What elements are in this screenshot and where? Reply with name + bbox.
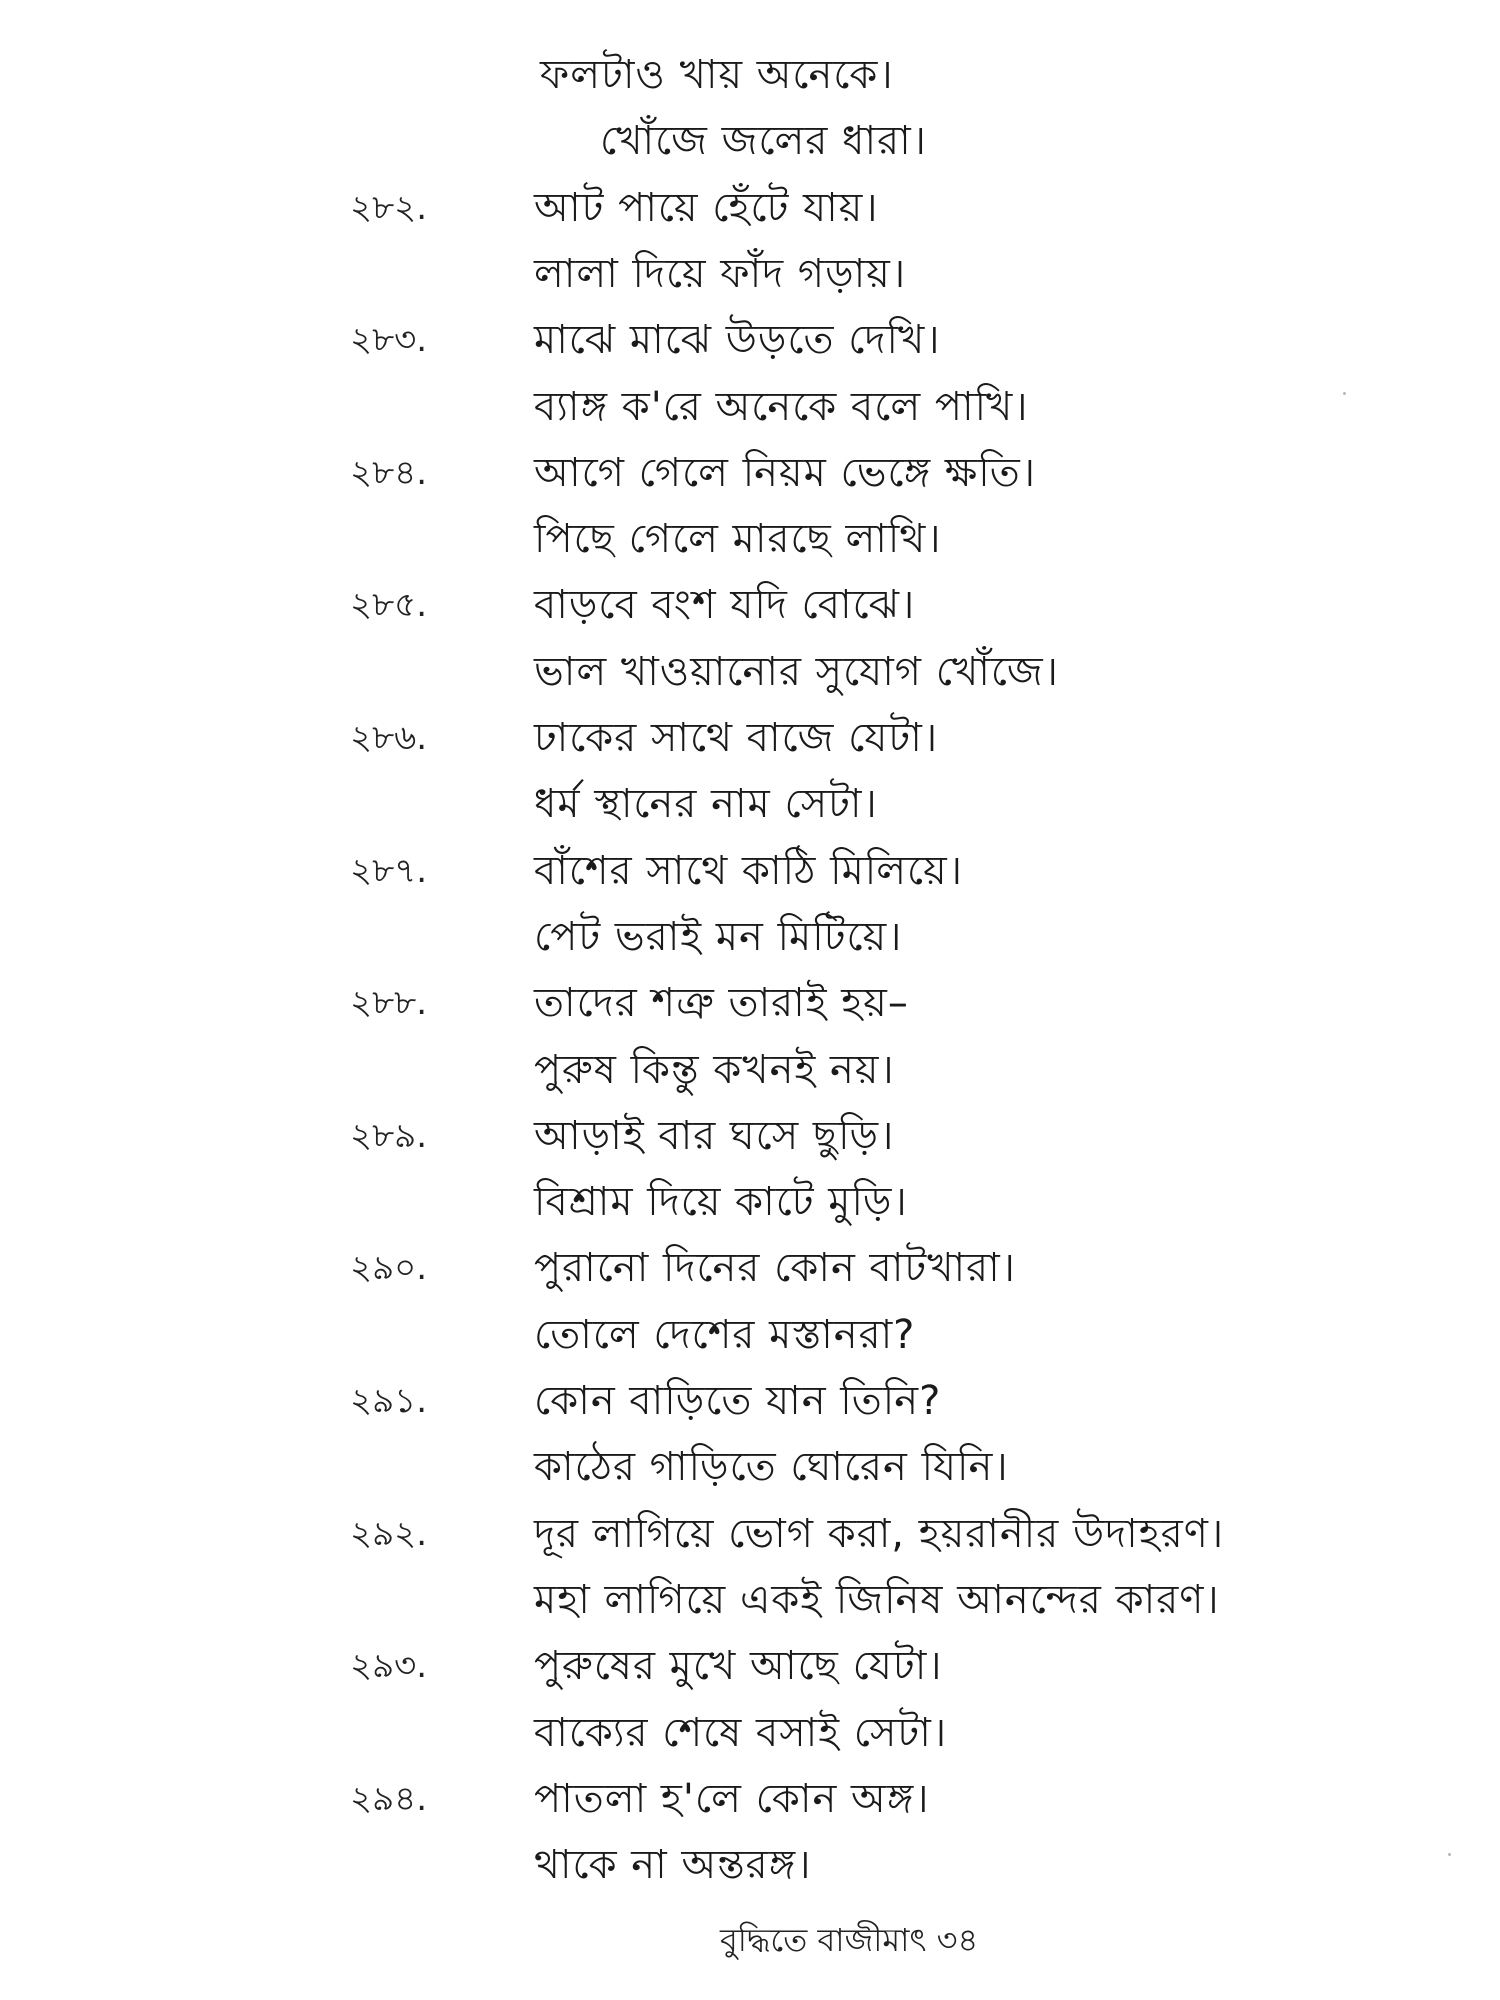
riddle-number: ২৮২. [350,187,428,228]
verse-text: পুরুষ কিন্তু কখনই নয়। [534,1046,895,1093]
verse-text: আগে গেলে নিয়ম ভেঙ্গে ক্ষতি। [534,449,1037,496]
verse-line [0,241,1500,307]
verse-line [0,108,1500,174]
page-footer: বুদ্ধিতে বাজীমাৎ ৩৪ [720,1921,979,1959]
verse-text: তোলে দেশের মস্তানরা? [534,1311,916,1358]
verse-text: বাঁশের সাথে কাঠি মিলিয়ে। [534,847,963,894]
verse-text: দূর লাগিয়ে ভোগ করা, হয়রানীর উদাহরণ। [534,1510,1225,1557]
riddle-number: ২৮৭. [350,850,428,891]
verse-text: বাড়বে বংশ যদি বোঝে। [534,582,916,629]
verse-text: আট পায়ে হেঁটে যায়। [534,184,879,231]
verse-line [0,175,1500,241]
riddle-number: ২৮৫. [350,585,428,626]
verse-text: আড়াই বার ঘসে ছুড়ি। [534,1112,895,1159]
verse-text: মাঝে মাঝে উড়তে দেখি। [534,317,941,364]
verse-line [0,1368,1500,1434]
verse-line [0,838,1500,904]
verse-line [0,639,1500,705]
verse-text: ঢাকের সাথে বাজে যেটা। [534,715,939,761]
verse-line [0,307,1500,373]
verse-text: ভাল খাওয়ানোর সুযোগ খোঁজে। [534,648,1059,695]
verse-line [0,1567,1500,1633]
verse-line [0,1501,1500,1567]
verse-text: খোঁজে জলের ধারা। [600,118,927,165]
verse-line [0,42,1500,108]
verse-text: কাঠের গাড়িতে ঘোরেন যিনি। [534,1444,1009,1491]
verse-text: মহা লাগিয়ে একই জিনিষ আনন্দের কারণ। [534,1576,1220,1623]
verse-text: ফলটাও খায় অনেকে। [540,52,894,98]
riddle-number: ২৮৩. [350,320,428,361]
verse-text: পুরুষের মুখে আছে যেটা। [534,1643,943,1690]
riddle-number: ২৯৩. [350,1646,428,1687]
riddle-number: ২৮৮. [350,983,428,1024]
verse-text: পেট ভরাই মন মিটিয়ে। [534,913,903,960]
verse-line [0,1235,1500,1301]
verse-line [0,705,1500,771]
verse-line [0,1766,1500,1832]
verse-text: ধর্ম স্থানের নাম সেটা। [534,781,878,828]
verse-line [0,1633,1500,1699]
verse-text: ব্যাঙ্গ ক'রে অনেকে বলে পাখি। [534,383,1029,430]
verse-text: পিছে গেলে মারছে লাথি। [534,516,942,563]
riddle-number: ২৮৯. [350,1115,428,1156]
verse-line [0,1832,1500,1898]
verse-line [0,1700,1500,1766]
verse-line [0,440,1500,506]
verse-text: লালা দিয়ে ফাঁদ গড়ায়। [534,250,907,297]
verse-line [0,572,1500,638]
verse-text: পুরানো দিনের কোন বাটখারা। [534,1245,1016,1292]
riddle-number: ২৯০. [350,1248,428,1289]
verse-text: পাতলা হ'লে কোন অঙ্গ। [534,1775,930,1822]
riddle-number: ২৯১. [350,1381,428,1421]
verse-text: বাক্যের শেষে বসাই সেটা। [534,1709,948,1756]
verse-line [0,1434,1500,1500]
verse-line [0,904,1500,970]
riddle-number: ২৯২. [350,1513,428,1554]
verse-line [0,506,1500,572]
verse-text: থাকে না অন্তরঙ্গ। [534,1842,812,1889]
verse-line [0,970,1500,1036]
verse-text: বিশ্রাম দিয়ে কাটে মুড়ি। [534,1179,908,1226]
verse-line [0,1169,1500,1235]
riddle-number: ২৮৪. [350,452,428,493]
riddle-number: ২৮৬. [350,718,428,758]
riddle-number: ২৯৪. [350,1778,428,1819]
verse-line [0,1302,1500,1368]
verse-line [0,771,1500,837]
verse-line [0,374,1500,440]
verse-line [0,1037,1500,1103]
verse-text: তাদের শত্রু তারাই হয়– [534,980,909,1027]
verse-text: কোন বাড়িতে যান তিনি? [534,1378,942,1424]
verse-line [0,1103,1500,1169]
